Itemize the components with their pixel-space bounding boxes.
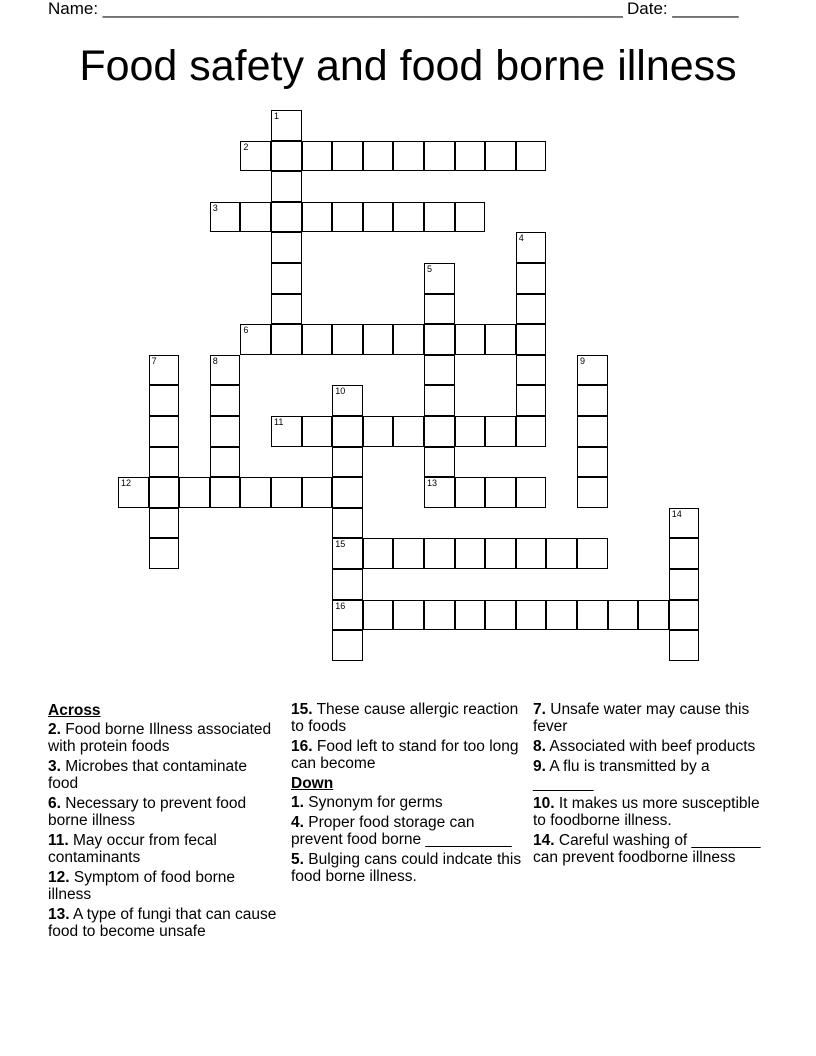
clue-number: 2 [243,141,249,152]
clue-column-1 [48,701,280,943]
crossword-cell[interactable] [424,294,455,325]
crossword-cell[interactable] [516,263,547,294]
crossword-cell[interactable] [424,202,455,233]
crossword-cell[interactable] [608,600,639,631]
clue-item: 15. These cause allergic reaction to foods [291,701,519,735]
crossword-cell[interactable] [577,538,608,569]
clue-item: 7. Unsafe water may cause this fever [533,701,750,735]
crossword-cell[interactable] [516,538,547,569]
crossword-cell[interactable] [485,538,516,569]
clue-item: 1. Synonym for germs [291,794,443,811]
clue-column-3 [533,701,765,869]
crossword-cell[interactable] [210,385,241,416]
crossword-cell[interactable] [669,538,700,569]
crossword-cell[interactable] [516,324,547,355]
crossword-cell[interactable] [332,538,363,569]
crossword-cell[interactable] [485,477,516,508]
clue-number: 5 [427,264,433,274]
clue-item: 11. May occur from fecal contaminants [48,832,217,866]
crossword-cell[interactable] [393,141,424,172]
clue-item: 5. Bulging cans could indcate this food borne illness. [291,851,522,885]
crossword-cell[interactable] [271,477,302,508]
crossword-cell[interactable] [271,263,302,294]
crossword-cell[interactable] [271,294,302,325]
crossword-cell[interactable] [485,600,516,631]
across-heading: Across [48,702,101,719]
crossword-cell[interactable] [302,324,333,355]
clue-number: 11 [274,417,284,427]
crossword-cell[interactable] [516,600,547,631]
crossword-cell[interactable] [332,569,363,600]
crossword-cell[interactable] [363,202,394,233]
clue-item: 8. Associated with beef products [533,738,756,755]
clue-item: 16. Food left to stand for too long can become [291,738,519,772]
clue-column-2 [291,701,523,888]
crossword-cell[interactable] [577,600,608,631]
name-line: Name: _______________________________________________________ [48,0,623,18]
clue-item: 3. Microbes that contaminate food [48,758,248,792]
crossword-cell[interactable] [210,355,241,386]
crossword-cell[interactable] [424,385,455,416]
clue-number: 14 [671,508,682,519]
crossword-cell[interactable] [485,141,516,172]
clue-item: 6. Necessary to prevent food borne illness [48,795,247,829]
crossword-cell[interactable] [516,477,547,508]
crossword-cell[interactable] [302,477,333,508]
crossword-cell[interactable] [118,477,149,508]
crossword-cell[interactable] [424,355,455,386]
clue-number: 6 [243,325,249,336]
crossword-cell[interactable] [271,171,302,202]
clue-item: 4. Proper food storage can prevent food borne __________ [291,814,512,848]
crossword-cell[interactable] [485,416,516,447]
crossword-cell[interactable] [363,600,394,631]
clue-number: 9 [580,355,586,366]
crossword-cell[interactable] [363,538,394,569]
crossword-cell[interactable] [149,416,180,447]
crossword-cell[interactable] [424,447,455,478]
date-line: Date: _______ [627,0,739,18]
crossword-cell[interactable] [302,141,333,172]
crossword-cell[interactable] [149,477,180,508]
crossword-cell[interactable] [669,630,700,661]
crossword-cell[interactable] [424,263,455,294]
crossword-cell[interactable] [455,538,486,569]
crossword-cell[interactable] [210,416,241,447]
crossword-cell[interactable] [669,508,700,539]
crossword-cell[interactable] [485,324,516,355]
crossword-cell[interactable] [240,202,271,233]
crossword-cell[interactable] [363,324,394,355]
clue-number: 4 [518,233,524,244]
crossword-cell[interactable] [332,508,363,539]
crossword-cell[interactable] [332,630,363,661]
crossword-cell[interactable] [240,141,271,172]
crossword-cell[interactable] [149,355,180,386]
crossword-cell[interactable] [210,477,241,508]
crossword-cell[interactable] [210,202,241,233]
clue-number: 16 [335,600,346,611]
crossword-cell[interactable] [149,508,180,539]
crossword-cell[interactable] [393,416,424,447]
crossword-cell[interactable] [363,416,394,447]
crossword-cell[interactable] [577,447,608,478]
crossword-cell[interactable] [149,447,180,478]
clue-item: 14. Careful washing of ________ can prevent foodborne illness [533,832,761,866]
crossword-cell[interactable] [271,202,302,233]
clue-number: 13 [427,478,438,489]
crossword-cell[interactable] [424,416,455,447]
crossword-cell[interactable] [424,324,455,355]
crossword-cell[interactable] [332,385,363,416]
crossword-cell[interactable] [393,202,424,233]
crossword-cell[interactable] [669,569,700,600]
crossword-cell[interactable] [332,600,363,631]
crossword-cell[interactable] [332,447,363,478]
crossword-cell[interactable] [455,477,486,508]
crossword-cell[interactable] [271,416,302,447]
crossword-cell[interactable] [577,355,608,386]
crossword-cell[interactable] [302,416,333,447]
crossword-cell[interactable] [455,141,486,172]
crossword-cell[interactable] [424,141,455,172]
crossword-cell[interactable] [546,538,577,569]
crossword-cell[interactable] [669,600,700,631]
crossword-cell[interactable] [271,141,302,172]
crossword-cell[interactable] [455,324,486,355]
crossword-cell[interactable] [546,600,577,631]
crossword-cell[interactable] [363,141,394,172]
clue-number: 1 [274,111,280,121]
clue-number: 10 [335,386,346,397]
crossword-cell[interactable] [271,110,302,141]
crossword-cell[interactable] [271,324,302,355]
crossword-cell[interactable] [424,538,455,569]
crossword-cell[interactable] [516,355,547,386]
clue-number: 12 [121,478,132,489]
clue-number: 8 [212,355,218,366]
crossword-cell[interactable] [455,202,486,233]
crossword-cell[interactable] [424,600,455,631]
crossword-cell[interactable] [179,477,210,508]
clue-number: 7 [151,355,157,366]
clue-item: 12. Symptom of food borne illness [48,869,235,903]
crossword-cell[interactable] [516,232,547,263]
crossword-cell[interactable] [332,324,363,355]
crossword-cell[interactable] [516,141,547,172]
crossword-cell[interactable] [577,477,608,508]
crossword-cell[interactable] [393,324,424,355]
crossword-cell[interactable] [516,294,547,325]
crossword-cell[interactable] [424,477,455,508]
crossword-cell[interactable] [271,232,302,263]
crossword-cell[interactable] [149,385,180,416]
down-heading: Down [291,775,334,792]
crossword-cell[interactable] [516,385,547,416]
crossword-cell[interactable] [210,447,241,478]
crossword-cell[interactable] [332,477,363,508]
crossword-cell[interactable] [516,416,547,447]
crossword-cell[interactable] [455,600,486,631]
clue-item: 10. It makes us more susceptible to foodborne illness. [533,795,760,829]
crossword-cell[interactable] [240,324,271,355]
crossword-cell[interactable] [393,538,424,569]
crossword-cell[interactable] [240,477,271,508]
clue-item: 9. A flu is transmitted by a _______ [533,758,710,792]
crossword-cell[interactable] [149,538,180,569]
crossword-cell[interactable] [302,202,333,233]
crossword-cell[interactable] [332,202,363,233]
crossword-cell[interactable] [638,600,669,631]
clue-number: 3 [212,202,218,213]
crossword-cell[interactable] [577,416,608,447]
crossword-cell[interactable] [332,416,363,447]
clue-item: 2. Food borne Illness associated with protein foods [48,721,272,755]
clue-number: 15 [335,539,346,550]
crossword-cell[interactable] [393,600,424,631]
crossword-cell[interactable] [455,416,486,447]
crossword-cell[interactable] [577,385,608,416]
page-title: Food safety and food borne illness [79,42,737,90]
crossword-cell[interactable] [332,141,363,172]
clue-item: 13. A type of fungi that can cause food to become unsafe [48,906,277,940]
